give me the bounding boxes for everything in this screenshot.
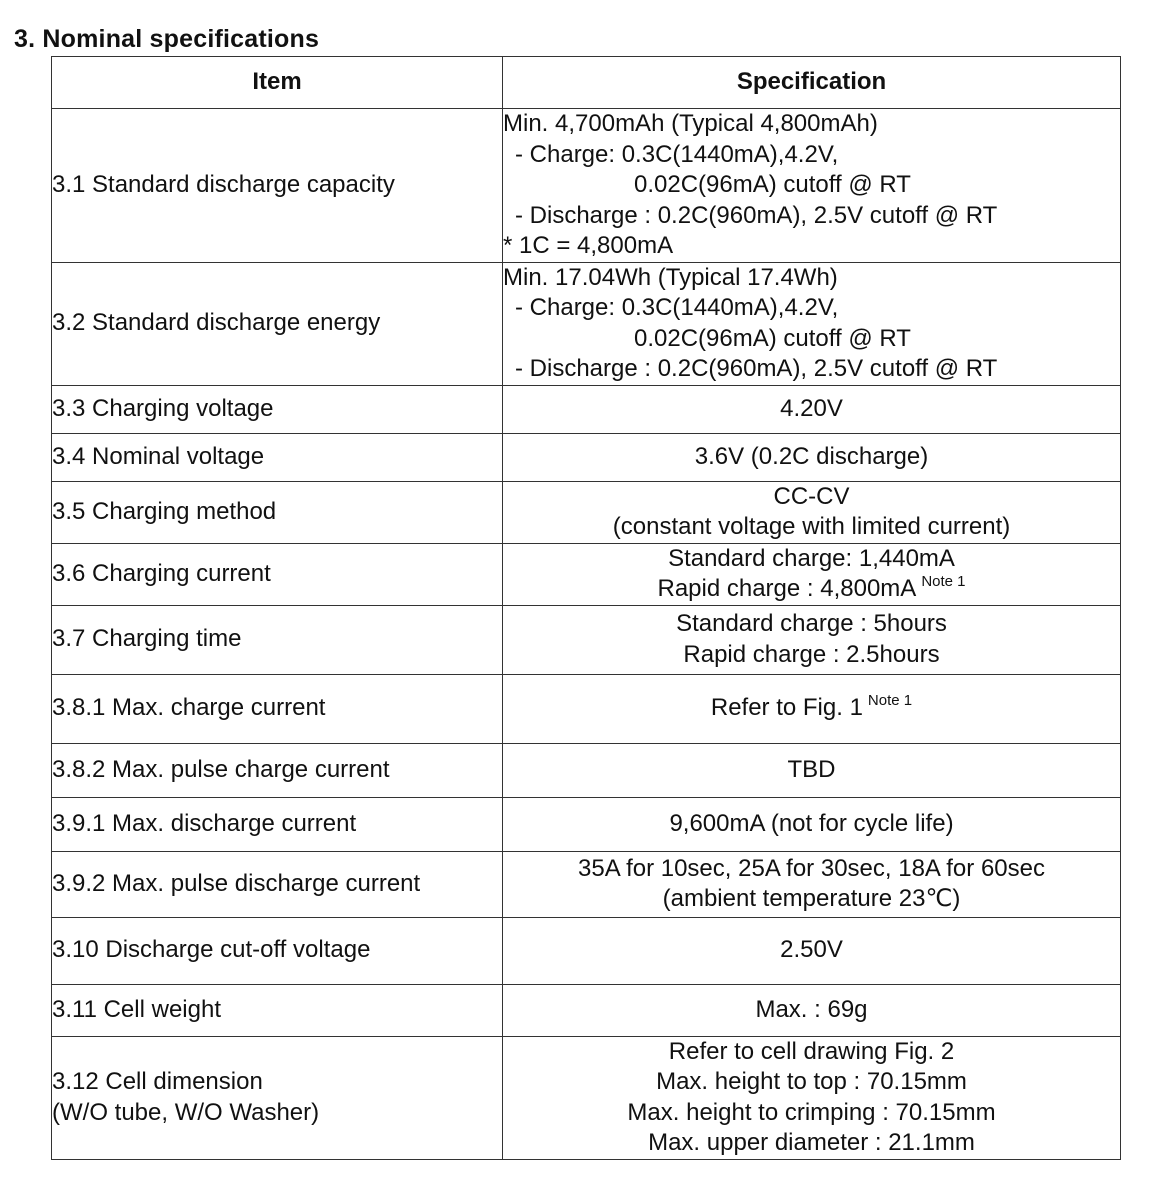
spec-line: * 1C = 4,800mA: [503, 232, 674, 259]
item-label: 3.9.1 Max. discharge current: [52, 809, 357, 837]
item-label: 3.7 Charging time: [52, 625, 242, 653]
spec-line: 9,600mA (not for cycle life): [669, 809, 954, 837]
spec-cell: [503, 797, 1121, 851]
item-label: 3.5 Charging method: [52, 497, 277, 525]
item-cell: [52, 984, 503, 1036]
spec-cell: [503, 984, 1121, 1036]
spec-line: Min. 4,700mAh (Typical 4,800mAh): [503, 110, 878, 137]
spec-line-with-note: [503, 693, 1120, 724]
item-label: 3.11 Cell weight: [52, 995, 221, 1023]
footnote-marker: Note 1: [867, 692, 913, 710]
spec-cell: [503, 605, 1121, 674]
item-label: 3.3 Charging voltage: [52, 394, 274, 422]
item-label: 3.6 Charging current: [52, 559, 271, 587]
spec-cell: [503, 481, 1121, 543]
spec-line: - Discharge : 0.2C(960mA), 2.5V cutoff @ RT: [515, 355, 998, 382]
item-label: 3.4 Nominal voltage: [52, 442, 265, 470]
spec-line: TBD: [787, 755, 836, 783]
spec-line: 4.20V: [780, 394, 843, 422]
item-label: 3.1 Standard discharge capacity: [52, 171, 395, 198]
spec-line: Max. : 69g: [755, 995, 868, 1023]
table-row: [52, 797, 1121, 851]
item-cell: [52, 674, 503, 743]
spec-line: 35A for 10sec, 25A for 30sec, 18A for 60sec: [578, 854, 1045, 882]
spec-line: CC-CV: [773, 482, 850, 510]
spec-line: 3.6V (0.2C discharge): [694, 442, 929, 470]
spec-cell: [503, 385, 1121, 433]
spec-line: Rapid charge : 2.5hours: [683, 640, 940, 668]
spec-line: 0.02C(96mA) cutoff @ RT: [634, 171, 911, 198]
table-row: [52, 605, 1121, 674]
item-cell: [52, 481, 503, 543]
table-row: [52, 543, 1121, 605]
item-label: 3.8.2 Max. pulse charge current: [52, 755, 390, 783]
spec-line: - Charge: 0.3C(1440mA),4.2V,: [515, 140, 839, 168]
table-row: [52, 984, 1121, 1036]
item-cell: [52, 543, 503, 605]
table-row: [52, 851, 1121, 917]
spec-cell: [503, 674, 1121, 743]
spec-cell: [503, 433, 1121, 481]
spec-line: Min. 17.04Wh (Typical 17.4Wh): [503, 263, 838, 291]
footnote-marker: Note 1: [921, 573, 966, 590]
spec-line: - Discharge : 0.2C(960mA), 2.5V cutoff @ RT: [515, 201, 998, 229]
spec-line: Standard charge: 1,440mA: [668, 544, 955, 572]
item-cell: [52, 797, 503, 851]
table-row: [52, 917, 1121, 984]
item-cell: [52, 1036, 503, 1159]
table-row: [52, 481, 1121, 543]
table-row: [52, 1036, 1121, 1159]
item-label: 3.2 Standard discharge energy: [52, 309, 381, 337]
spec-line: Max. height to top : 70.15mm: [656, 1068, 967, 1095]
section-title: 3. Nominal specifications: [14, 25, 320, 53]
spec-line: Standard charge : 5hours: [676, 610, 947, 637]
item-label: 3.10 Discharge cut-off voltage: [52, 936, 371, 964]
table-row: [52, 262, 1121, 385]
table-row: [52, 743, 1121, 797]
item-cell: [52, 109, 503, 263]
spec-line-with-note: [503, 574, 1120, 605]
spec-cell: [503, 109, 1121, 263]
item-cell: [52, 743, 503, 797]
item-label: 3.9.2 Max. pulse discharge current: [52, 869, 421, 897]
item-cell: [52, 851, 503, 917]
item-label: 3.12 Cell dimension: [52, 1068, 263, 1095]
spec-line: Refer to cell drawing Fig. 2: [668, 1037, 955, 1065]
spec-cell: [503, 851, 1121, 917]
spec-line: (constant voltage with limited current): [612, 513, 1011, 540]
spec-cell: [503, 262, 1121, 385]
spec-line: 0.02C(96mA) cutoff @ RT: [634, 324, 911, 352]
spec-text: Rapid charge : 4,800mA: [657, 575, 917, 602]
spec-line: (ambient temperature 23℃): [662, 885, 961, 912]
spec-line: - Charge: 0.3C(1440mA),4.2V,: [515, 294, 839, 321]
spec-cell: [503, 543, 1121, 605]
item-cell: [52, 605, 503, 674]
table-row: [52, 385, 1121, 433]
spec-cell: [503, 743, 1121, 797]
item-label: (W/O tube, W/O Washer): [52, 1098, 320, 1126]
item-cell: [52, 433, 503, 481]
nominal-specifications-table: [51, 56, 1121, 1160]
header-specification: Specification: [503, 57, 1121, 109]
spec-line: Max. height to crimping : 70.15mm: [627, 1098, 996, 1126]
item-cell: [52, 262, 503, 385]
table-row: [52, 674, 1121, 743]
item-cell: [52, 917, 503, 984]
table-header-row: [52, 57, 1121, 109]
header-item: Item: [52, 57, 503, 109]
spec-text: Refer to Fig. 1: [710, 694, 863, 722]
item-cell: [52, 385, 503, 433]
table-row: [52, 109, 1121, 263]
spec-line: Max. upper diameter : 21.1mm: [648, 1129, 975, 1156]
spec-cell: [503, 1036, 1121, 1159]
table-row: [52, 433, 1121, 481]
spec-cell: [503, 917, 1121, 984]
item-label: 3.8.1 Max. charge current: [52, 694, 326, 722]
spec-line: 2.50V: [780, 936, 843, 964]
